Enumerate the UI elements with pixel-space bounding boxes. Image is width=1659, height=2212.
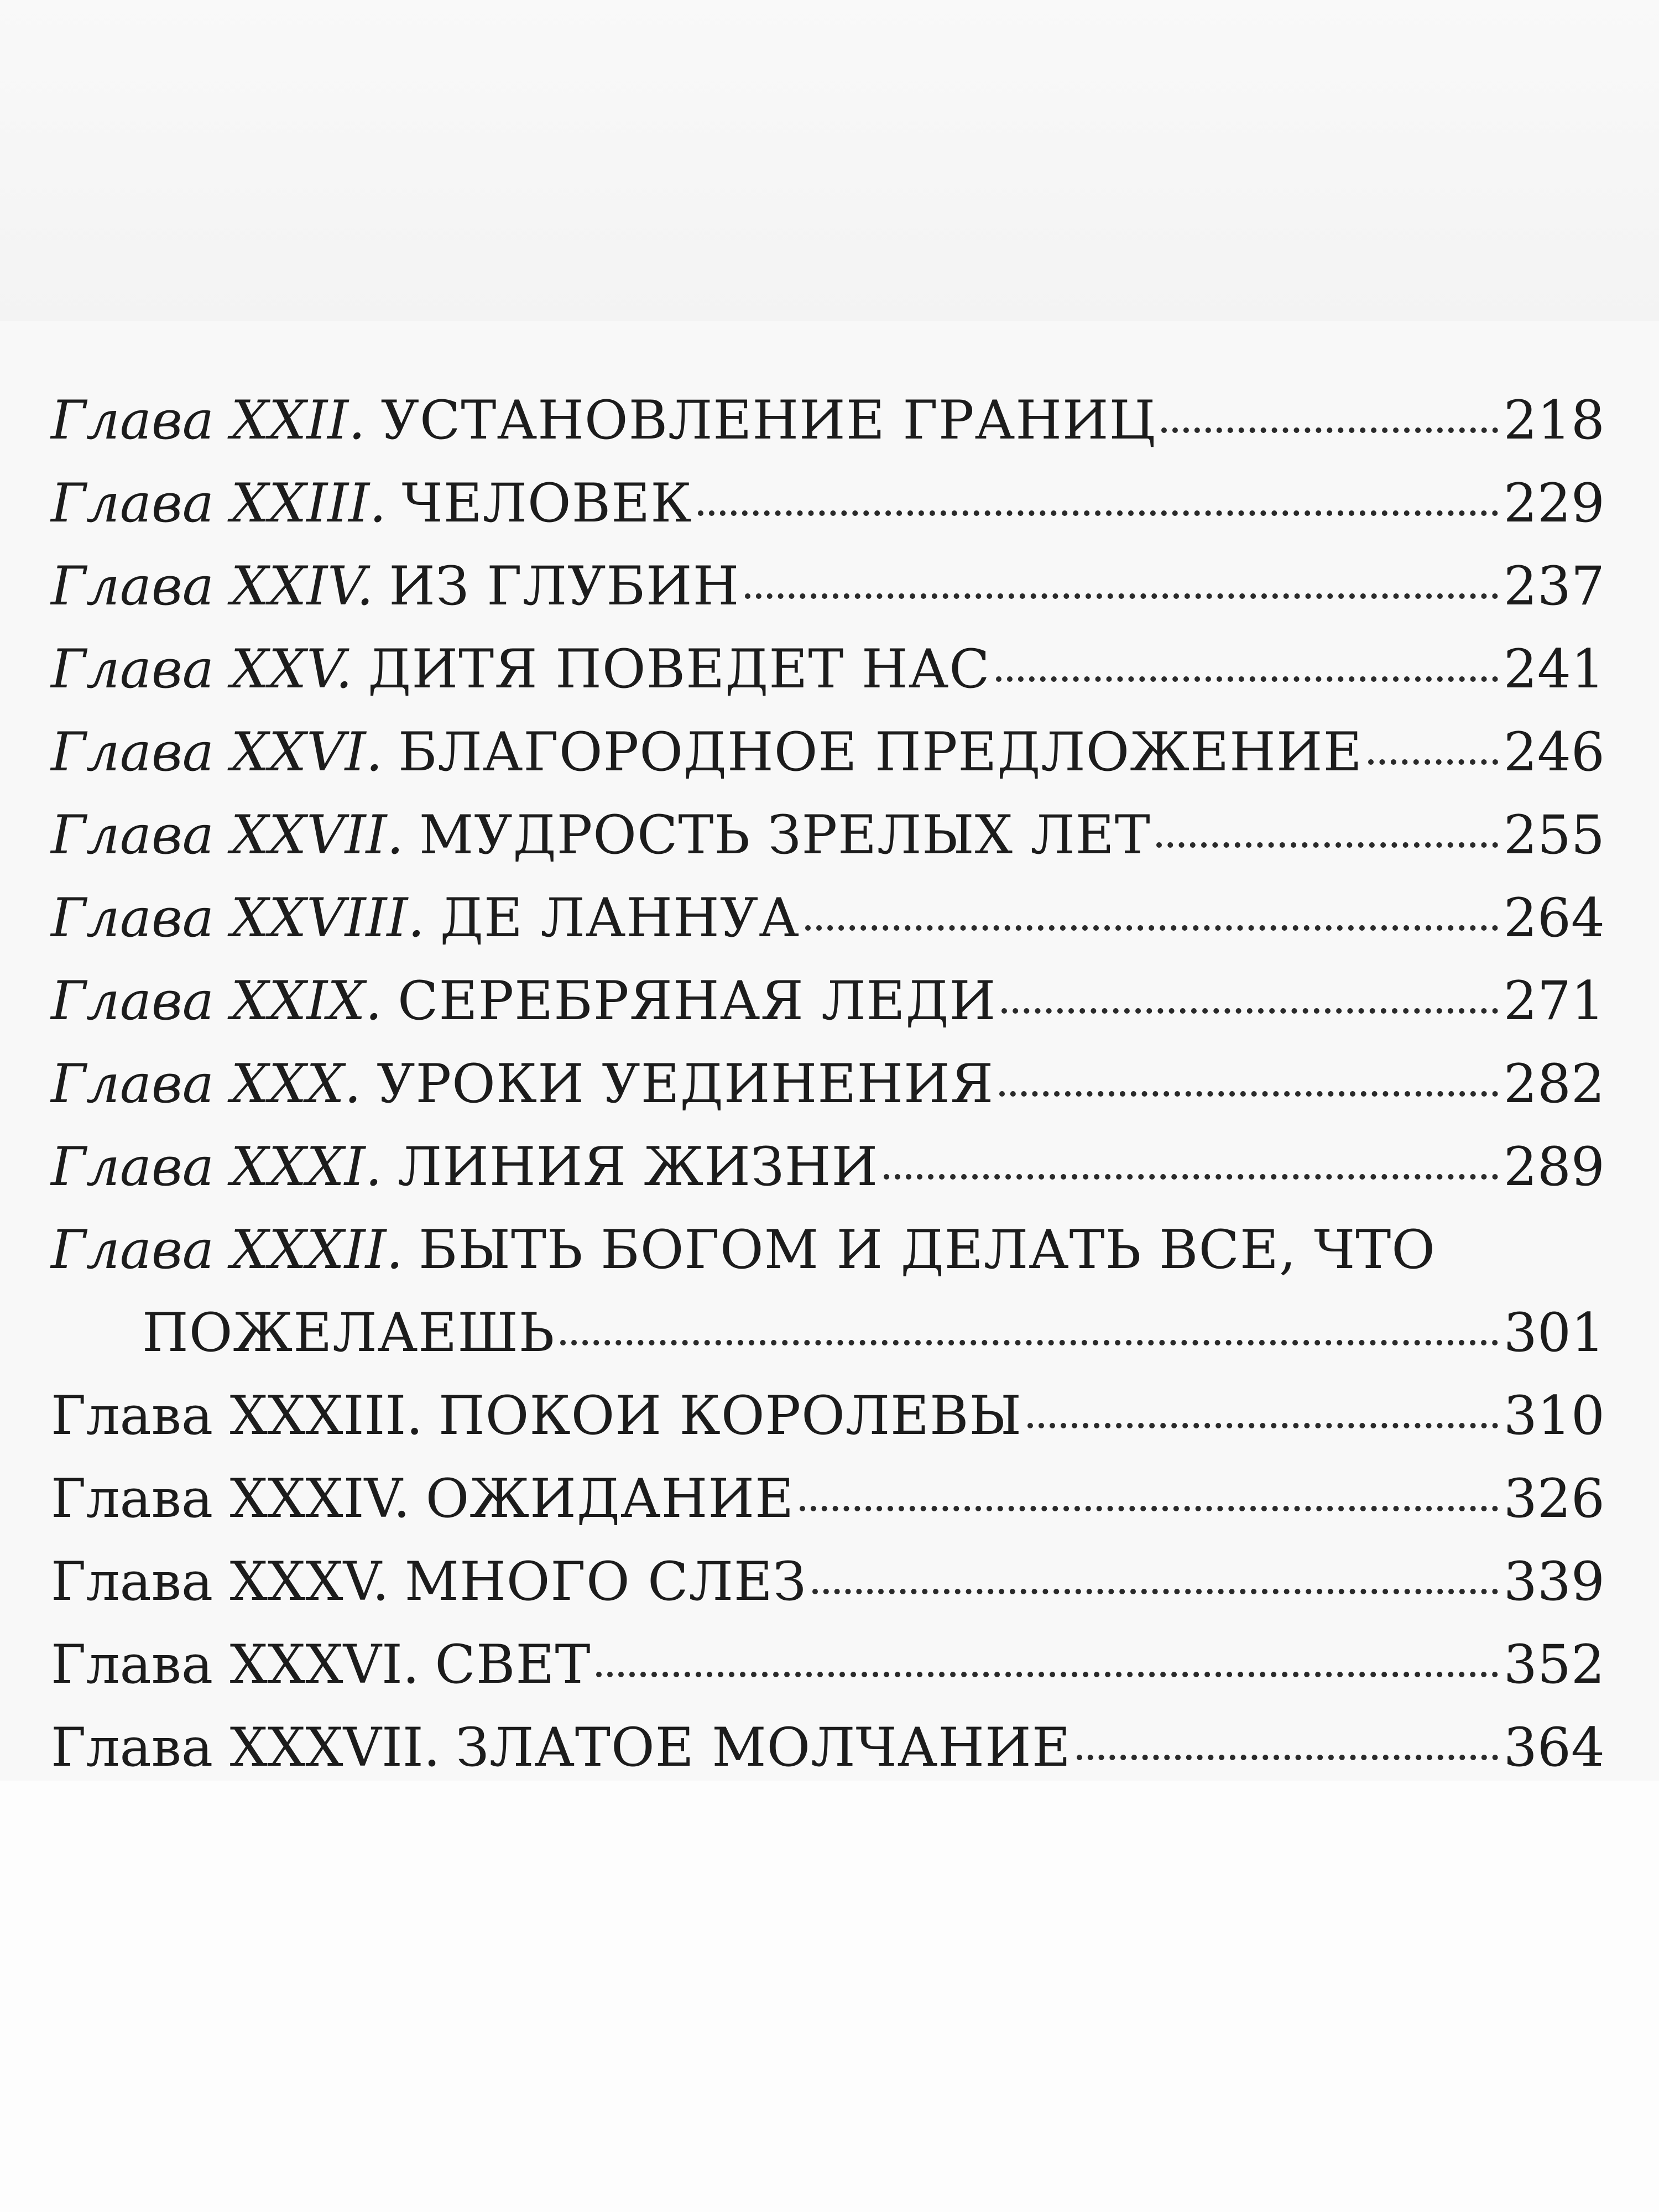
toc-entry <box>51 802 1605 868</box>
chapter-title-continuation: ПОЖЕЛАЕШЬ <box>142 1302 555 1364</box>
toc-entry <box>51 1631 1605 1698</box>
page-number: 271 <box>1503 970 1605 1032</box>
dot-leader <box>1368 759 1498 765</box>
chapter-label: Глава XXXI. <box>51 1136 383 1198</box>
page-top-margin <box>0 0 1659 321</box>
chapter-label: Глава XXV. <box>51 638 353 700</box>
chapter-title: ОЖИДАНИЕ <box>425 1468 795 1530</box>
page-number: 339 <box>1503 1551 1605 1613</box>
chapter-title: ЛИНИЯ ЖИЗНИ <box>398 1136 879 1198</box>
chapter-label: Глава XXXV. <box>51 1551 389 1613</box>
page-number: 326 <box>1503 1468 1605 1530</box>
dot-leader <box>1161 427 1498 433</box>
chapter-title: ПОКОИ КОРОЛЕВЫ <box>438 1385 1022 1447</box>
page-number: 229 <box>1503 472 1605 534</box>
chapter-title: ЗЛАТОЕ МОЛЧАНИЕ <box>456 1717 1071 1778</box>
chapter-label: Глава XXIX. <box>51 970 383 1032</box>
chapter-title: БЛАГОРОДНОЕ ПРЕДЛОЖЕНИЕ <box>398 721 1363 783</box>
page-number: 241 <box>1503 638 1605 700</box>
chapter-title: ДЕ ЛАННУА <box>440 887 800 949</box>
chapter-title: БЫТЬ БОГОМ И ДЕЛАТЬ ВСЕ, ЧТО <box>418 1219 1436 1281</box>
page-number: 364 <box>1503 1717 1605 1778</box>
dot-leader <box>996 676 1498 682</box>
chapter-title: ЧЕЛОВЕК <box>401 472 692 534</box>
chapter-label: Глава XXVI. <box>51 721 383 783</box>
chapter-label: Глава XXVII. <box>51 804 404 866</box>
page-number: 310 <box>1503 1385 1605 1447</box>
page-number: 255 <box>1503 804 1605 866</box>
toc-entry <box>51 387 1605 453</box>
chapter-title: ИЗ ГЛУБИН <box>389 555 740 617</box>
chapter-title: СЕРЕБРЯНАЯ ЛЕДИ <box>398 970 997 1032</box>
chapter-label: Глава XXXIII. <box>51 1385 423 1447</box>
chapter-label: Глава XXIV. <box>51 555 374 617</box>
toc-entry <box>51 636 1605 702</box>
toc-entry <box>51 553 1605 619</box>
chapter-label: Глава XXX. <box>51 1053 362 1115</box>
page-number: 218 <box>1503 389 1605 451</box>
toc-entry <box>51 470 1605 536</box>
chapter-label: Глава XXXVI. <box>51 1634 420 1695</box>
page-number: 301 <box>1503 1302 1605 1364</box>
chapter-title: СВЕТ <box>435 1634 591 1695</box>
dot-leader <box>698 510 1498 516</box>
page-number: 237 <box>1503 555 1605 617</box>
toc-entry <box>51 968 1605 1034</box>
chapter-label: Глава XXXVII. <box>51 1717 441 1778</box>
toc-entry <box>51 1548 1605 1615</box>
toc-entry <box>51 1051 1605 1117</box>
chapter-title: УРОКИ УЕДИНЕНИЯ <box>377 1053 994 1115</box>
dot-leader <box>1077 1755 1498 1760</box>
dot-leader <box>745 593 1498 599</box>
chapter-title: ДИТЯ ПОВЕДЕТ НАС <box>368 638 990 700</box>
chapter-label: Глава XXII. <box>51 389 366 451</box>
dot-leader <box>805 925 1498 931</box>
dot-leader <box>1027 1423 1498 1428</box>
toc-entry <box>51 1465 1605 1532</box>
chapter-label: Глава XXXIV. <box>51 1468 410 1530</box>
toc-entry <box>51 719 1605 785</box>
page-number: 352 <box>1503 1634 1605 1695</box>
chapter-label: Глава XXXII. <box>51 1219 403 1281</box>
dot-leader <box>884 1174 1498 1180</box>
page-number: 246 <box>1503 721 1605 783</box>
toc-entry <box>51 1383 1605 1449</box>
dot-leader <box>812 1589 1498 1594</box>
dot-leader <box>999 1091 1498 1097</box>
dot-leader <box>1001 1008 1498 1014</box>
chapter-label: Глава XXVIII. <box>51 887 425 949</box>
page-number: 282 <box>1503 1053 1605 1115</box>
toc-entry <box>51 885 1605 951</box>
dot-leader <box>800 1506 1498 1511</box>
dot-leader <box>1156 842 1498 848</box>
page-bottom-margin <box>0 1781 1659 2212</box>
chapter-title: МНОГО СЛЕЗ <box>404 1551 807 1613</box>
toc-entry <box>51 1134 1605 1200</box>
toc-entry <box>51 1217 1605 1283</box>
dot-leader <box>596 1672 1498 1677</box>
dot-leader <box>560 1340 1498 1345</box>
chapter-label: Глава XXIII. <box>51 472 387 534</box>
chapter-title: МУДРОСТЬ ЗРЕЛЫХ ЛЕТ <box>419 804 1151 866</box>
chapter-title: УСТАНОВЛЕНИЕ ГРАНИЦ <box>380 389 1156 451</box>
page-number: 264 <box>1503 887 1605 949</box>
toc-entry <box>51 1714 1605 1781</box>
toc-entry-continuation <box>142 1300 1605 1366</box>
page-number: 289 <box>1503 1136 1605 1198</box>
